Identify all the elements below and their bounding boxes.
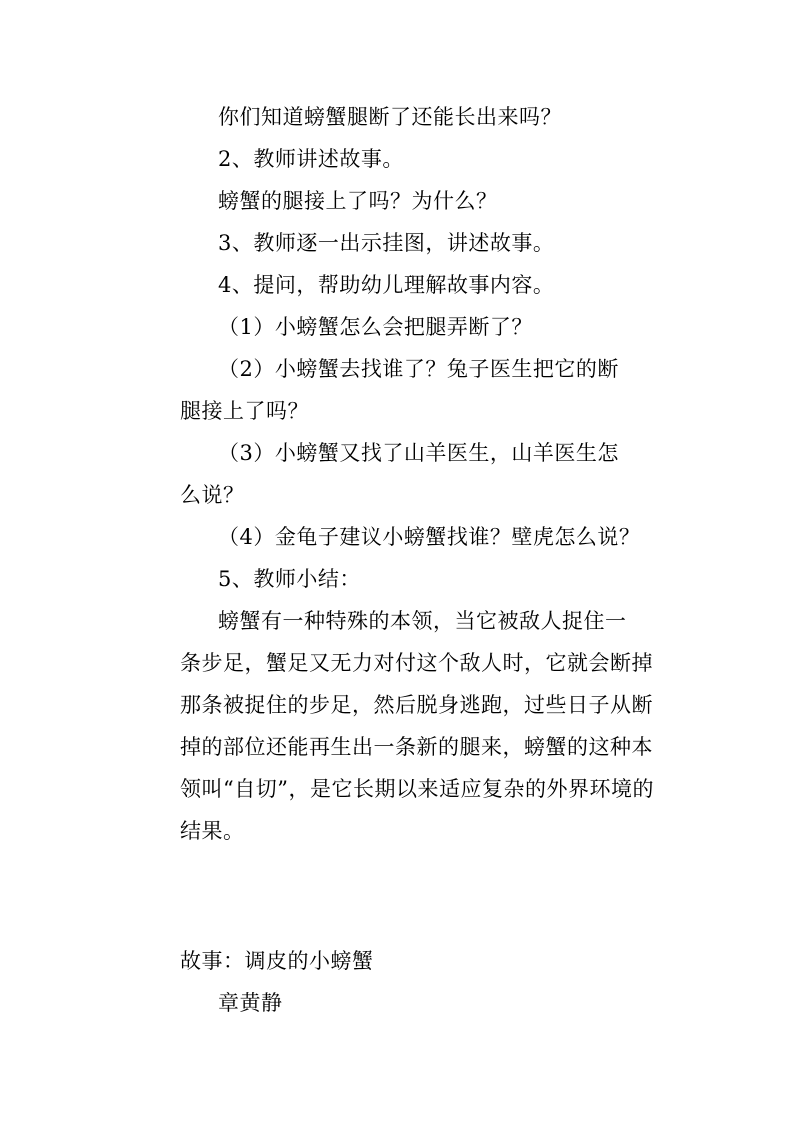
question-item: （4）金龟子建议小螃蟹找谁？壁虎怎么说？ — [218, 525, 641, 549]
author-name: 章黄静 — [218, 991, 283, 1015]
step-heading: 2、教师讲述故事。 — [218, 147, 404, 171]
step-heading: 3、教师逐一出示挂图，讲述故事。 — [218, 231, 555, 255]
summary-paragraph-line: 螃蟹有一种特殊的本领，当它被敌人捉住一 — [218, 609, 627, 633]
question-item-continued: 么说？ — [180, 483, 245, 507]
step-heading: 5、教师小结： — [218, 567, 361, 591]
paragraph-line: 螃蟹的腿接上了吗？为什么？ — [218, 189, 498, 213]
summary-paragraph-line: 掉的部位还能再生出一条新的腿来，螃蟹的这种本 — [180, 735, 653, 759]
summary-paragraph-line: 领叫“自切”，是它长期以来适应复杂的外界环境的 — [180, 777, 654, 801]
question-item: （3）小螃蟹又找了山羊医生，山羊医生怎 — [218, 441, 619, 465]
question-item-continued: 腿接上了吗？ — [180, 399, 309, 423]
summary-paragraph-line: 那条被捉住的步足，然后脱身逃跑，过些日子从断 — [180, 693, 653, 717]
story-title: 故事：调皮的小螃蟹 — [180, 949, 374, 973]
summary-paragraph-line: 条步足，蟹足又无力对付这个敌人时，它就会断掉 — [180, 651, 653, 675]
question-item: （2）小螃蟹去找谁了？兔子医生把它的断 — [218, 357, 619, 381]
question-item: （1）小螃蟹怎么会把腿弄断了？ — [218, 315, 533, 339]
paragraph-line: 你们知道螃蟹腿断了还能长出来吗？ — [218, 105, 562, 129]
summary-paragraph-line: 结果。 — [180, 819, 245, 843]
step-heading: 4、提问，帮助幼儿理解故事内容。 — [218, 273, 555, 297]
